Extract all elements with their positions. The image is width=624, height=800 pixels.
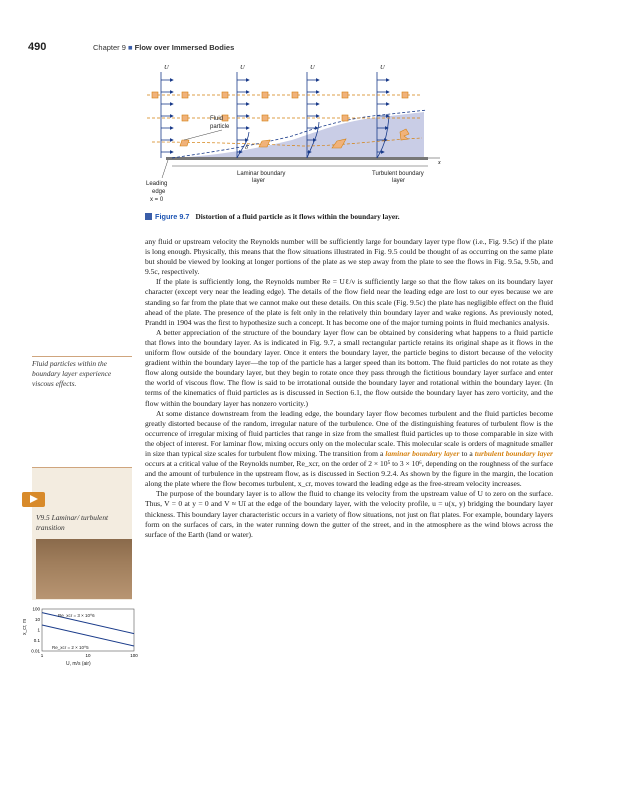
fluid-particle	[152, 92, 158, 98]
fluid-particle	[180, 140, 189, 146]
p4-part-c: occurs at a critical value of the Reynolds number, Re_xcr, on the order of 2 × 10⁵ to 3 × 10⁶, depending on the roughness of the surface and the amount of turbulence in the upstream flow, as is discussed in Section 9.2.4. As shown by the figure in the margin, the location along the plate where the flow becomes turbulent, x_cr, moves toward the leading edge as the free-stream velocity increases.	[145, 459, 554, 489]
leading-edge-label-line1: Leading	[146, 181, 168, 187]
video-thumbnail[interactable]	[36, 539, 132, 599]
caption-marker	[145, 213, 152, 220]
y-tick-label: 0.1	[33, 638, 40, 643]
y-tick-label: 10	[34, 617, 40, 622]
x-axis-label: U, m/s (air)	[66, 661, 91, 667]
fluid-particle-label-line2: particle	[210, 124, 230, 130]
laminar-label-line1: Laminar boundary	[237, 171, 286, 177]
fluid-particle	[292, 92, 298, 98]
fluid-particle	[222, 92, 228, 98]
y-tick-label: 0.01	[31, 648, 40, 654]
x-tick-labels	[41, 653, 139, 658]
caption-text: Distortion of a fluid particle as it flows within the boundary layer.	[195, 212, 400, 221]
x-axis-label: x	[438, 160, 441, 166]
fluid-particle	[402, 92, 408, 98]
flat-plate	[166, 157, 428, 160]
p4-part-b: to a	[461, 448, 473, 458]
y-tick-label: 1	[37, 627, 40, 633]
paragraph-3: A better appreciation of the structure of the boundary layer flow can be obtained by considering what happens to a fluid particle that flows into the boundary layer. As is indicated in Fig. 9.7, a small rectangular particle retains its original shape as it flows in the uniform flow outside of the boundary layer. Once it enters the boundary layer, the particle begins to distort because of the velocity gradient within the boundary layer—the top of the particle has a larger speed than its bottom. The fluid particles do not rotate as they flow along outside the boundary layer, but they begin to rotate once they pass through the fictitious boundary layer surface and enter the world of viscous flow. The flow is said to be irrotational outside the boundary layer and rotational within the boundary layer. (In terms of the kinematics of fluid particles as is discussed in Section 6.1, the flow outside the boundary layer has zero vorticity, and the flow within the boundary layer has nonzero vorticity.)	[145, 327, 553, 408]
caption-label: Figure 9.7	[155, 212, 190, 221]
running-header	[93, 43, 234, 52]
leading-edge-label-line3: x = 0	[150, 197, 164, 203]
u-label-2: U	[240, 64, 245, 71]
turbulent-label-line2: layer	[392, 178, 406, 184]
laminar-label-line2: layer	[252, 178, 266, 184]
paragraph-1: any fluid or upstream velocity the Reynolds number will be sufficiently large for boundary layer type flow (i.e., Fig. 9.5c) if the plate is long enough. Physically, this means that the flow situations illustrated in Fig. 9.5 could be thought of as occurring on the same plate but should be viewed by looking at longer portions of the plate as we step away from the plate to see the flows in Fig. 9.5a, 9.5b, and 9.5c, respectively.	[145, 237, 553, 277]
figure-caption	[145, 212, 400, 221]
highlight-turbulent: turbulent boundary layer	[474, 448, 553, 458]
velocity-profile-1	[161, 72, 173, 158]
chapter-label: Chapter 9	[93, 43, 126, 52]
paragraph-2: If the plate is sufficiently long, the Reynolds number Re = Uℓ/ν is sufficiently large so that the flow takes on its boundary layer character (except very near the leading edge). The details of the flow field near the leading edge are lost to our eyes because we are standing so far from the plate that we cannot make out these details. On this scale (Fig. 9.5c) the plate has negligible effect on the fluid ahead of the plate. The presence of the plate is felt only in the relatively thin boundary layer and wake regions. As previously noted, Prandtl in 1904 was the first to hypothesize such a concept. It has become one of the major turning points in fluid mechanics analysis.	[145, 277, 553, 327]
x-tick-label: 1	[40, 653, 44, 658]
fluid-particle	[262, 115, 268, 121]
fluid-particle	[342, 92, 348, 98]
paragraph-4	[145, 409, 553, 490]
fluid-particle	[182, 115, 188, 121]
video-label[interactable]: V9.5 Laminar/ turbulent transition	[36, 513, 109, 532]
y-axis-label: x_cr, m	[22, 618, 28, 635]
chapter-marker: ■	[128, 43, 133, 52]
u-label-1: U	[164, 64, 169, 71]
margin-note-fluid-particles: Fluid particles within the boundary layer experience viscous effects.	[32, 356, 132, 389]
y-tick-labels	[31, 607, 40, 654]
leading-edge-label-line2: edge	[152, 189, 166, 195]
paragraph-5: The purpose of the boundary layer is to allow the fluid to change its velocity from the upstream value of U to zero on the surface. Thus, V = 0 at y = 0 and V ≈ Uî at the edge of the boundary layer, with the velocity profile, u = u(x, y) bridging the boundary layer thickness. This boundary layer characteristic occurs in a variety of flow situations, not just on flat plates. For example, boundary layers form on the surfaces of cars, in the water running down the gutter of the street, and in the atmosphere as the wind blows across the surface of the Earth (land or water).	[145, 489, 553, 539]
x-tick-label: 100	[130, 653, 138, 658]
fluid-particle	[342, 115, 348, 121]
annotation-top: Re_xcr = 3 × 10^6	[58, 613, 95, 618]
boundary-layer-figure	[142, 60, 472, 210]
u-label-4: U	[380, 64, 385, 71]
fluid-particle-label-line1: Fluid	[210, 116, 224, 122]
u-label-3: U	[310, 64, 315, 71]
fluid-particle	[262, 92, 268, 98]
highlight-laminar: laminar boundary layer	[385, 448, 460, 458]
fluid-particle	[182, 92, 188, 98]
y-tick-label: 100	[32, 606, 40, 612]
x-tick-label: 10	[85, 653, 91, 658]
page-number: 490	[28, 41, 47, 53]
body-text	[145, 237, 553, 540]
series-line-2	[42, 625, 134, 646]
chapter-title: Flow over Immersed Bodies	[134, 43, 235, 52]
annotation-bottom: Re_xcr = 2 × 10^5	[52, 645, 89, 650]
play-icon[interactable]	[22, 492, 45, 507]
delta-label: δ	[245, 145, 248, 151]
p4-part-a: At some distance downstream from the leading edge, the boundary layer flow becomes turbulent and the fluid particles become greatly distorted because of the random, irregular nature of the turbulence. One of the distinguishing features of turbulent flow is the occurrence of irregular mixing of fluid particles that range in size from the smallest fluid particles up to those comparable in size with the object of interest. For laminar flow, mixing occurs only on the molecular scale. This molecular scale is orders of magnitude smaller in size than typical size scales for turbulent flow mixing. The transition from a	[145, 408, 553, 458]
turbulent-label-line1: Turbulent boundary	[372, 171, 424, 177]
margin-chart	[22, 605, 142, 667]
